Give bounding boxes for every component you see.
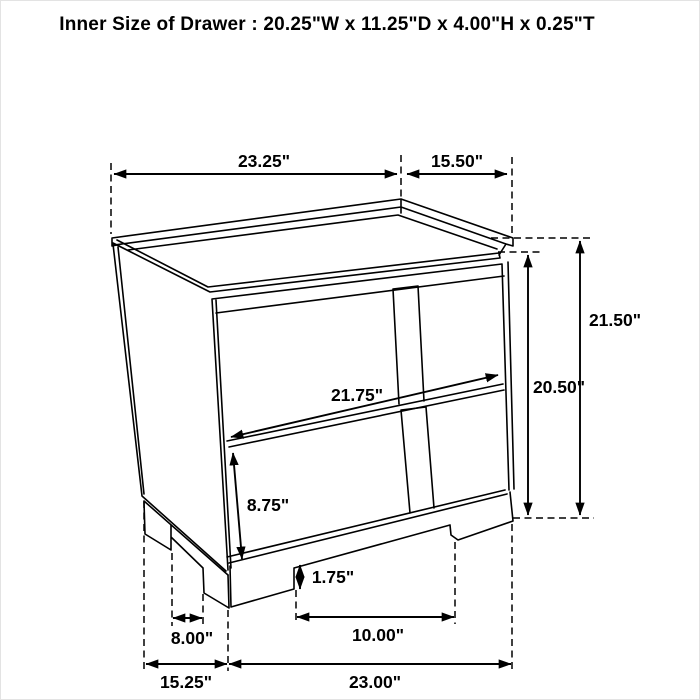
figure-title-text: Inner Size of Drawer : 20.25"W x 11.25"D x 4.00"H x 0.25"T <box>59 14 595 35</box>
dim-label-drawer-front-height: 8.75" <box>246 495 290 515</box>
dim-label-side-foot-spacing: 8.00" <box>170 628 214 648</box>
cabinet-line-drawing <box>112 199 514 608</box>
dim-label-top-depth: 15.50" <box>430 151 484 171</box>
dim-label-carcass-height: 20.50" <box>532 377 586 397</box>
arrow-drawer-front-height <box>233 453 242 559</box>
dimension-labels <box>160 151 641 692</box>
dim-label-overall-height: 21.50" <box>588 310 642 330</box>
dim-label-drawer-width: 21.75" <box>330 385 384 405</box>
dim-label-top-width: 23.25" <box>237 151 291 171</box>
dim-label-front-foot-spacing: 10.00" <box>351 625 405 645</box>
dimension-diagram <box>1 1 700 700</box>
dimension-arrows <box>114 174 580 664</box>
side-feet <box>144 502 229 608</box>
dim-label-footprint-width: 23.00" <box>348 672 402 692</box>
dim-label-foot-height: 1.75" <box>311 567 355 587</box>
extension-lines <box>111 155 594 671</box>
dim-label-footprint-depth: 15.25" <box>159 672 213 692</box>
cabinet-top-rim <box>112 199 513 255</box>
